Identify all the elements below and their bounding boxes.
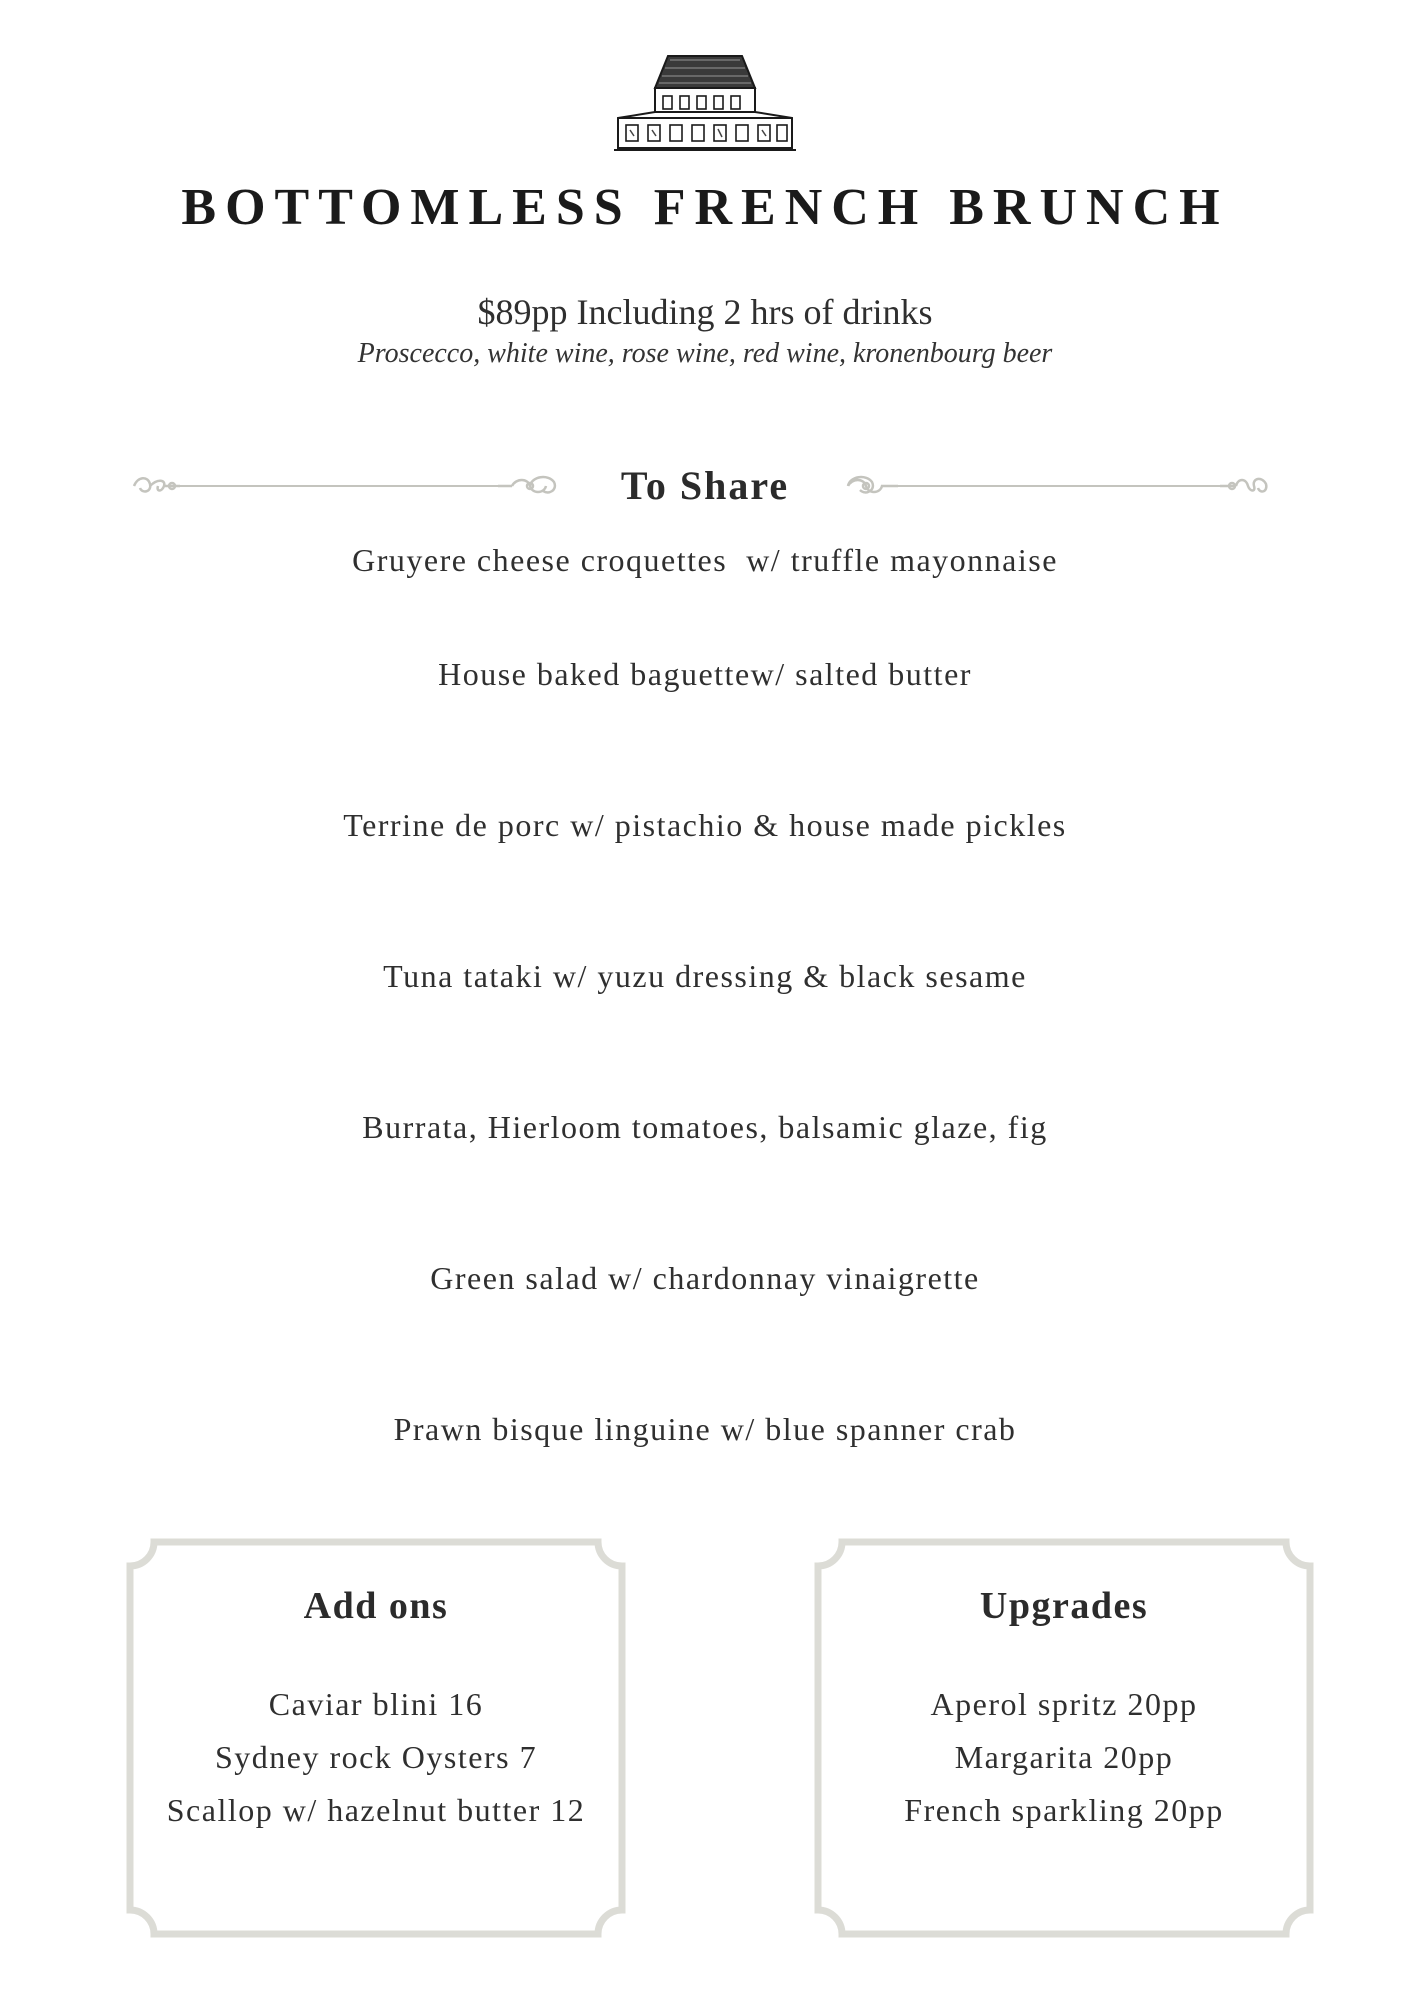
share-item: Green salad w/ chardonnay vinaigrette [430,1260,980,1296]
share-item: House baked baguettew/ salted butter [438,656,972,692]
add-ons-list [126,1678,626,1837]
share-item: Tuna tataki w/ yuzu dressing & black sesame [383,958,1027,994]
add-ons-heading: Add ons [303,1585,449,1627]
add-on-item: Sydney rock Oysters 7 [214,1739,538,1775]
add-on-item: Scallop w/ hazelnut butter 12 [166,1792,586,1828]
share-item: Terrine de porc w/ pistachio & house made pickles [343,807,1067,843]
to-share-heading: To Share [620,463,790,508]
upgrades-heading: Upgrades [979,1585,1149,1627]
add-ons-box [126,1538,626,1938]
upgrades-box [814,1538,1314,1938]
add-on-item: Caviar blini 16 [268,1686,484,1722]
upgrades-list [814,1678,1314,1837]
share-item: Prawn bisque linguine w/ blue spanner crab [393,1411,1017,1447]
upgrade-item: Margarita 20pp [954,1739,1174,1775]
price-line: $89pp Including 2 hrs of drinks [477,292,933,332]
upgrade-item: Aperol spritz 20pp [930,1686,1198,1722]
drinks-line: Proscecco, white wine, rose wine, red wine, kronenbourg beer [357,338,1053,369]
upgrade-item: French sparkling 20pp [904,1792,1224,1828]
house-sketch-icon [610,50,800,154]
menu-title: BOTTOMLESS FRENCH BRUNCH [181,179,1229,236]
share-item: Gruyere cheese croquettes w/ truffle mayonnaise [352,542,1058,578]
share-item: Burrata, Hierloom tomatoes, balsamic glaze, fig [362,1109,1048,1145]
